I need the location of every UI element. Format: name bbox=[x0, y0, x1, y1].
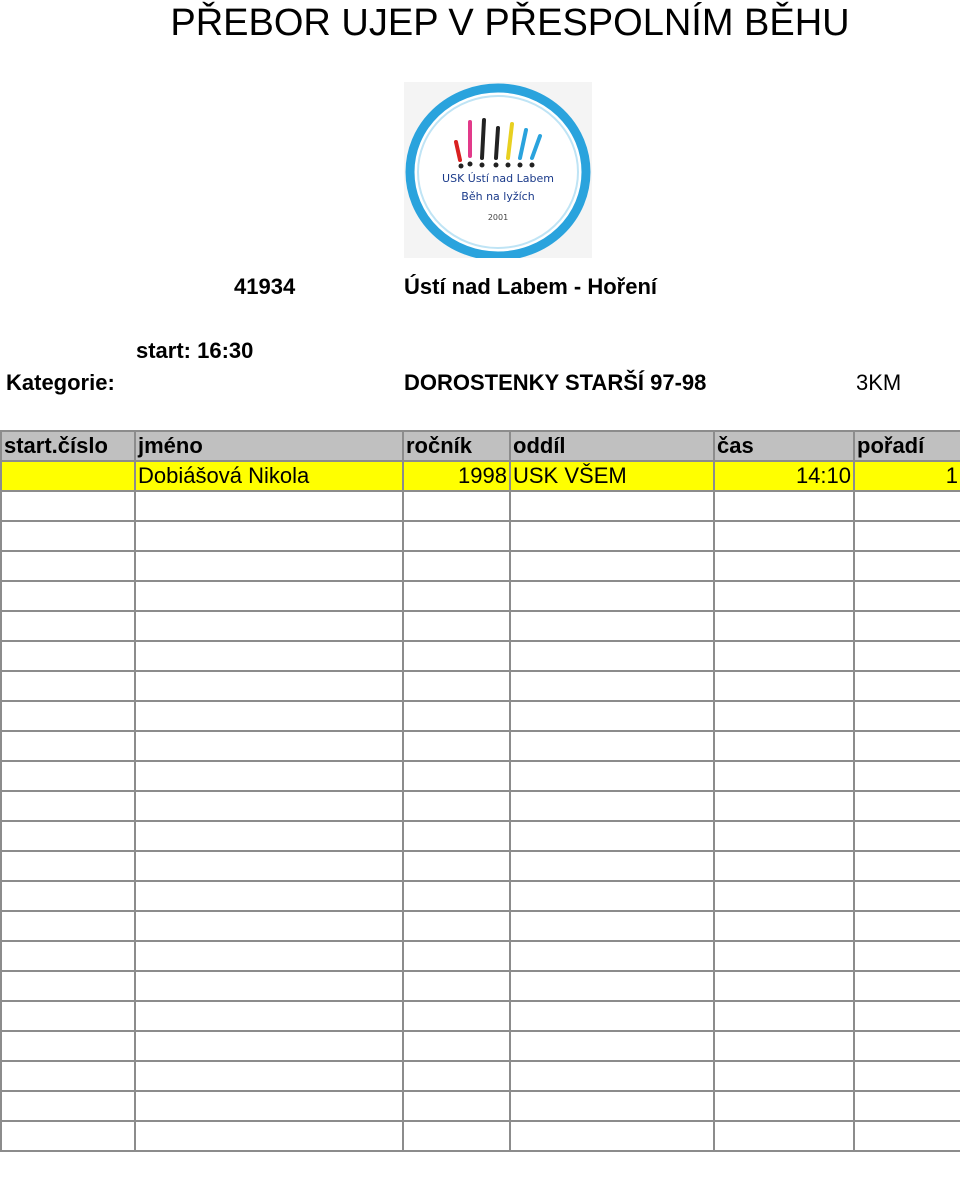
table-row-empty bbox=[1, 581, 960, 611]
start-time: start: 16:30 bbox=[136, 338, 254, 363]
empty-cell bbox=[403, 701, 510, 731]
empty-cell bbox=[854, 491, 960, 521]
empty-cell bbox=[135, 791, 403, 821]
empty-cell bbox=[1, 791, 135, 821]
empty-cell bbox=[403, 941, 510, 971]
category-name: DOROSTENKY STARŠÍ 97-98 bbox=[404, 370, 707, 395]
empty-cell bbox=[854, 971, 960, 1001]
empty-cell bbox=[403, 1091, 510, 1121]
cell-time: 14:10 bbox=[714, 461, 854, 491]
table-row bbox=[1, 461, 960, 491]
empty-cell bbox=[714, 761, 854, 791]
empty-cell bbox=[135, 701, 403, 731]
empty-cell bbox=[403, 1121, 510, 1151]
empty-cell bbox=[1, 821, 135, 851]
empty-cell bbox=[1, 911, 135, 941]
table-row-empty bbox=[1, 701, 960, 731]
empty-cell bbox=[510, 611, 714, 641]
empty-cell bbox=[510, 1031, 714, 1061]
empty-cell bbox=[714, 731, 854, 761]
empty-cell bbox=[1, 671, 135, 701]
empty-cell bbox=[1, 1121, 135, 1151]
col-header-club: oddíl bbox=[510, 431, 714, 461]
empty-cell bbox=[854, 641, 960, 671]
empty-cell bbox=[510, 641, 714, 671]
empty-cell bbox=[854, 1121, 960, 1151]
col-header-rank: pořadí bbox=[854, 431, 960, 461]
empty-cell bbox=[135, 851, 403, 881]
empty-cell bbox=[854, 611, 960, 641]
empty-cell bbox=[135, 761, 403, 791]
empty-cell bbox=[403, 581, 510, 611]
table-row-empty bbox=[1, 911, 960, 941]
empty-cell bbox=[135, 821, 403, 851]
empty-cell bbox=[1, 551, 135, 581]
empty-cell bbox=[854, 1031, 960, 1061]
empty-cell bbox=[403, 1031, 510, 1061]
empty-cell bbox=[510, 941, 714, 971]
logo-line1: USK Ústí nad Labem bbox=[442, 172, 554, 185]
empty-cell bbox=[714, 911, 854, 941]
empty-cell bbox=[403, 671, 510, 701]
table-row-empty bbox=[1, 1091, 960, 1121]
empty-cell bbox=[510, 1061, 714, 1091]
col-header-name: jméno bbox=[135, 431, 403, 461]
empty-cell bbox=[854, 701, 960, 731]
empty-cell bbox=[135, 941, 403, 971]
table-row-empty bbox=[1, 1061, 960, 1091]
empty-cell bbox=[135, 611, 403, 641]
empty-cell bbox=[714, 551, 854, 581]
empty-cell bbox=[854, 1001, 960, 1031]
empty-cell bbox=[510, 491, 714, 521]
empty-cell bbox=[135, 731, 403, 761]
empty-cell bbox=[403, 731, 510, 761]
empty-cell bbox=[510, 581, 714, 611]
empty-cell bbox=[854, 761, 960, 791]
empty-cell bbox=[714, 971, 854, 1001]
empty-cell bbox=[403, 851, 510, 881]
empty-cell bbox=[403, 491, 510, 521]
empty-cell bbox=[1, 1001, 135, 1031]
empty-cell bbox=[403, 911, 510, 941]
empty-cell bbox=[854, 941, 960, 971]
empty-cell bbox=[135, 881, 403, 911]
empty-cell bbox=[510, 1001, 714, 1031]
empty-cell bbox=[1, 611, 135, 641]
race-code: 41934 bbox=[234, 274, 296, 299]
empty-cell bbox=[1, 761, 135, 791]
empty-cell bbox=[135, 521, 403, 551]
empty-cell bbox=[714, 881, 854, 911]
empty-cell bbox=[714, 941, 854, 971]
table-row-empty bbox=[1, 521, 960, 551]
empty-cell bbox=[135, 971, 403, 1001]
empty-cell bbox=[135, 671, 403, 701]
empty-cell bbox=[1, 641, 135, 671]
empty-cell bbox=[403, 821, 510, 851]
empty-cell bbox=[510, 971, 714, 1001]
empty-cell bbox=[135, 491, 403, 521]
empty-cell bbox=[510, 701, 714, 731]
table-row-empty bbox=[1, 791, 960, 821]
empty-cell bbox=[714, 821, 854, 851]
empty-cell bbox=[510, 1121, 714, 1151]
table-row-empty bbox=[1, 941, 960, 971]
table-row-empty bbox=[1, 1121, 960, 1151]
empty-cell bbox=[854, 551, 960, 581]
empty-cell bbox=[510, 791, 714, 821]
empty-cell bbox=[854, 521, 960, 551]
empty-cell bbox=[403, 611, 510, 641]
club-logo bbox=[404, 82, 592, 258]
empty-cell bbox=[135, 911, 403, 941]
empty-cell bbox=[135, 1121, 403, 1151]
empty-cell bbox=[1, 701, 135, 731]
table-row-empty bbox=[1, 851, 960, 881]
logo-year: 2001 bbox=[487, 213, 509, 222]
empty-cell bbox=[403, 971, 510, 1001]
results-table bbox=[0, 430, 960, 1152]
empty-cell bbox=[1, 1091, 135, 1121]
empty-cell bbox=[510, 761, 714, 791]
empty-cell bbox=[714, 611, 854, 641]
cell-start-number bbox=[1, 461, 135, 491]
empty-cell bbox=[1, 1061, 135, 1091]
distance: 3KM bbox=[856, 370, 902, 395]
empty-cell bbox=[1, 1031, 135, 1061]
col-header-year: ročník bbox=[403, 431, 510, 461]
empty-cell bbox=[135, 581, 403, 611]
empty-cell bbox=[403, 521, 510, 551]
empty-cell bbox=[854, 1061, 960, 1091]
cell-rank: 1 bbox=[854, 461, 960, 491]
empty-cell bbox=[714, 521, 854, 551]
empty-cell bbox=[714, 1061, 854, 1091]
empty-cell bbox=[854, 581, 960, 611]
table-row-empty bbox=[1, 551, 960, 581]
empty-cell bbox=[854, 821, 960, 851]
empty-cell bbox=[510, 881, 714, 911]
cell-year: 1998 bbox=[403, 461, 510, 491]
cell-name: Dobiášová Nikola bbox=[135, 461, 403, 491]
empty-cell bbox=[714, 1001, 854, 1031]
empty-cell bbox=[714, 791, 854, 821]
empty-cell bbox=[510, 911, 714, 941]
empty-cell bbox=[1, 491, 135, 521]
empty-cell bbox=[403, 1061, 510, 1091]
empty-cell bbox=[403, 641, 510, 671]
table-row-empty bbox=[1, 761, 960, 791]
empty-cell bbox=[714, 851, 854, 881]
empty-cell bbox=[135, 1091, 403, 1121]
empty-cell bbox=[1, 941, 135, 971]
table-row-empty bbox=[1, 971, 960, 1001]
empty-cell bbox=[714, 671, 854, 701]
empty-cell bbox=[854, 791, 960, 821]
table-row-empty bbox=[1, 731, 960, 761]
empty-cell bbox=[1, 851, 135, 881]
empty-cell bbox=[1, 971, 135, 1001]
col-header-start-number: start.číslo bbox=[1, 431, 135, 461]
empty-cell bbox=[1, 731, 135, 761]
empty-cell bbox=[714, 1031, 854, 1061]
table-row-empty bbox=[1, 881, 960, 911]
empty-cell bbox=[1, 881, 135, 911]
empty-cell bbox=[714, 491, 854, 521]
table-row-empty bbox=[1, 491, 960, 521]
empty-cell bbox=[510, 1091, 714, 1121]
table-row-empty bbox=[1, 671, 960, 701]
empty-cell bbox=[714, 641, 854, 671]
empty-cell bbox=[714, 701, 854, 731]
empty-cell bbox=[854, 731, 960, 761]
empty-cell bbox=[510, 821, 714, 851]
empty-cell bbox=[510, 671, 714, 701]
empty-cell bbox=[1, 521, 135, 551]
empty-cell bbox=[714, 1091, 854, 1121]
empty-cell bbox=[854, 671, 960, 701]
empty-cell bbox=[403, 761, 510, 791]
table-row-empty bbox=[1, 641, 960, 671]
empty-cell bbox=[135, 1001, 403, 1031]
empty-cell bbox=[714, 1121, 854, 1151]
club-logo-graphic bbox=[404, 82, 592, 258]
empty-cell bbox=[135, 641, 403, 671]
empty-cell bbox=[135, 1031, 403, 1061]
table-row-empty bbox=[1, 611, 960, 641]
empty-cell bbox=[1, 581, 135, 611]
empty-cell bbox=[510, 731, 714, 761]
empty-cell bbox=[854, 881, 960, 911]
empty-cell bbox=[510, 851, 714, 881]
empty-cell bbox=[854, 1091, 960, 1121]
category-label: Kategorie: bbox=[6, 370, 115, 395]
empty-cell bbox=[510, 551, 714, 581]
empty-cell bbox=[403, 551, 510, 581]
table-row-empty bbox=[1, 1031, 960, 1061]
logo-line2: Běh na lyžích bbox=[461, 190, 535, 203]
table-row-empty bbox=[1, 1001, 960, 1031]
empty-cell bbox=[403, 881, 510, 911]
table-header-row bbox=[1, 431, 960, 461]
empty-cell bbox=[854, 911, 960, 941]
col-header-time: čas bbox=[714, 431, 854, 461]
race-place: Ústí nad Labem - Hoření bbox=[404, 274, 658, 299]
empty-cell bbox=[510, 521, 714, 551]
empty-cell bbox=[714, 581, 854, 611]
page-title: PŘEBOR UJEP V PŘESPOLNÍM BĚHU bbox=[170, 2, 850, 44]
empty-cell bbox=[403, 791, 510, 821]
empty-cell bbox=[403, 1001, 510, 1031]
empty-cell bbox=[135, 551, 403, 581]
cell-club: USK VŠEM bbox=[510, 461, 714, 491]
empty-cell bbox=[854, 851, 960, 881]
empty-cell bbox=[135, 1061, 403, 1091]
table-row-empty bbox=[1, 821, 960, 851]
